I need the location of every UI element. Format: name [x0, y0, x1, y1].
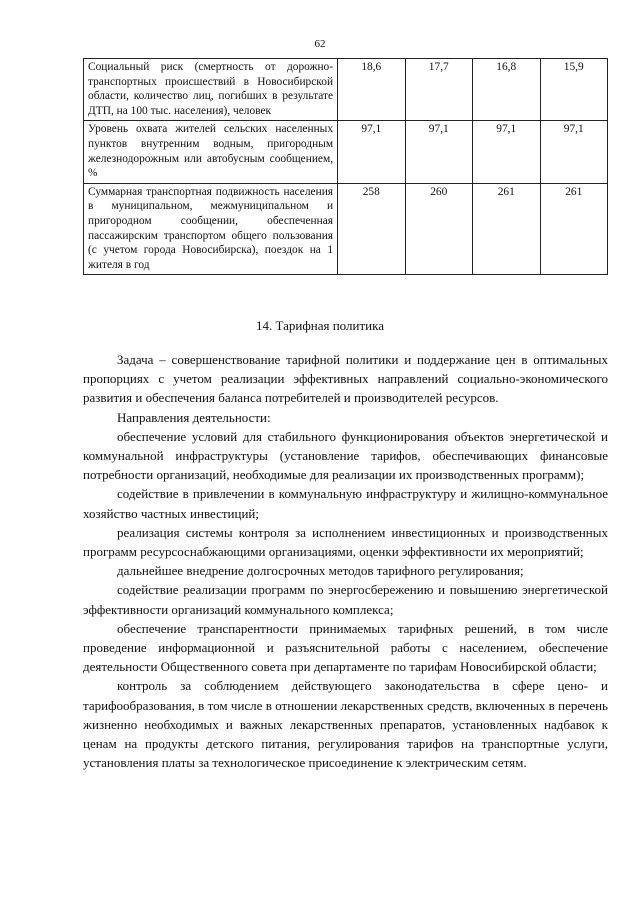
indicator-cell: Уровень охвата жителей сельских населенных пунктов внутренним водным, пригородным железнодорожным или автобусным сообщением, %	[84, 121, 338, 183]
direction-item: обеспечение транспарентности принимаемых тарифных решений, в том числе проведение информационной и разъяснительной работы с населением, обеспечение деятельности Общественного совета при департаменте по тарифам Новосибирской области;	[83, 620, 608, 675]
section-title: 14. Тарифная политика	[256, 318, 384, 333]
value-cell: 258	[338, 183, 405, 275]
value-cell: 97,1	[338, 121, 405, 183]
value-cell: 261	[540, 183, 608, 275]
indicator-cell: Суммарная транспортная подвижность населения в муниципальном, межмуниципальном и пригородном сообщении, обеспеченная пассажирским транспортом общего пользования (с учетом города Новосибирска), поездок на 1 жителя в год	[84, 183, 338, 275]
table-row	[84, 121, 608, 183]
value-cell: 16,8	[473, 59, 540, 121]
value-cell: 17,7	[405, 59, 472, 121]
value-cell: 261	[473, 183, 540, 275]
table-row	[84, 59, 608, 121]
directions-heading: Направления деятельности:	[117, 409, 271, 425]
table-row	[84, 183, 608, 275]
value-cell: 97,1	[540, 121, 608, 183]
direction-item: контроль за соблюдением действующего законодательства в сфере цено- и тарифообразования, в том числе в отношении лекарственных средств, включенных в перечень жизненно необходимых и важных лекарственных препаратов, установленных надбавок к ценам на продукты детского питания, регулирования тарифов на транспортные услуги, установления платы за технологическое присоединение к электрическим сетям.	[83, 678, 608, 771]
value-cell: 260	[405, 183, 472, 275]
direction-item: обеспечение условий для стабильного функционирования объектов энергетической и коммунальной инфраструктуры (установление тарифов, обеспечивающих финансовые потребности организаций, необходимые для реализации их производственных программ);	[83, 428, 608, 483]
value-cell: 97,1	[473, 121, 540, 183]
page-number: 62	[314, 38, 326, 50]
direction-item: содействие в привлечении в коммунальную инфраструктуру и жилищно-коммунальное хозяйство частных инвестиций;	[83, 486, 608, 521]
indicators-table	[83, 58, 608, 275]
value-cell: 15,9	[540, 59, 608, 121]
indicator-cell: Социальный риск (смертность от дорожно-транспортных происшествий в Новосибирской области, количество лиц, погибших в результате ДТП, на 100 тыс. населения), человек	[84, 59, 338, 121]
value-cell: 18,6	[338, 59, 405, 121]
section-body	[83, 350, 608, 772]
direction-item: дальнейшее внедрение долгосрочных методов тарифного регулирования;	[117, 563, 524, 579]
direction-item: содействие реализации программ по энергосбережению и повышению энергетической эффективности организаций коммунального комплекса;	[83, 582, 608, 617]
task-paragraph: Задача – совершенствование тарифной политики и поддержание цен в оптимальных пропорциях с учетом реализации эффективных направлений социально-экономического развития и обеспечения баланса потребителей и производителей ресурсов.	[83, 352, 608, 406]
direction-item: реализация системы контроля за исполнением инвестиционных и производственных программ ресурсоснабжающими организациями, оценки эффективности их мероприятий;	[83, 524, 608, 560]
value-cell: 97,1	[405, 121, 472, 183]
